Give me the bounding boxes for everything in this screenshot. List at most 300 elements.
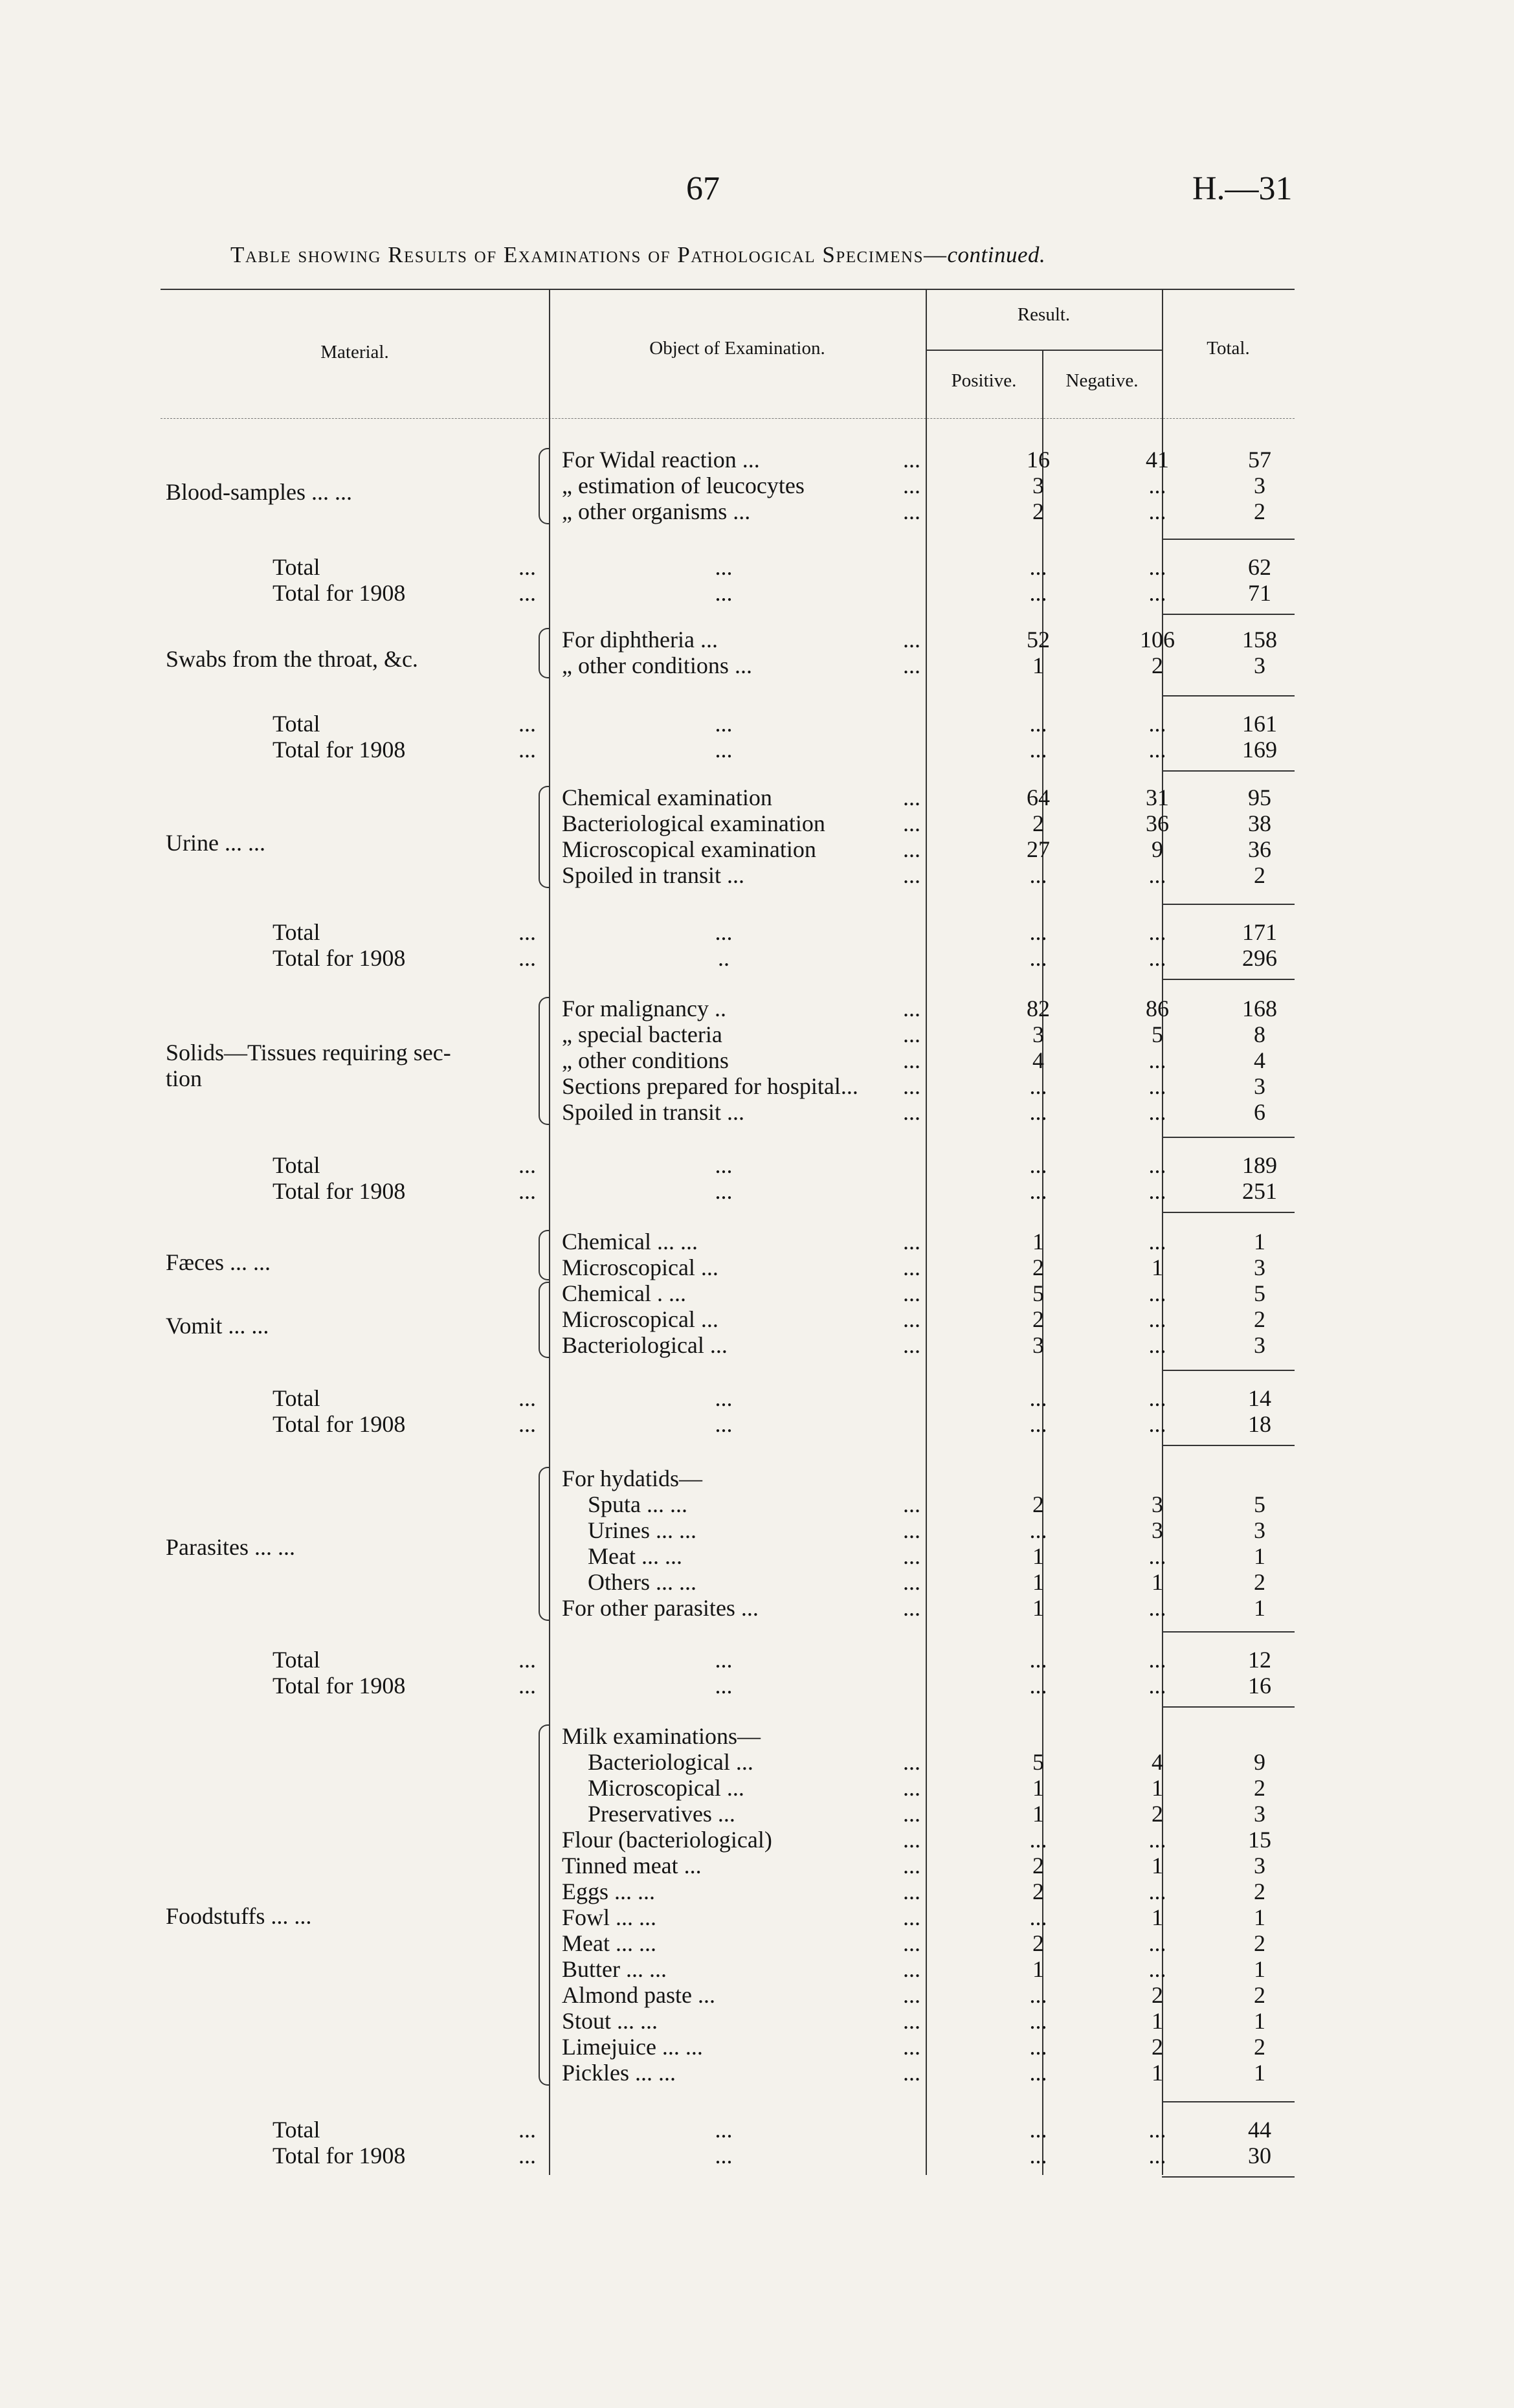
subtotal-rule (1162, 2101, 1295, 2102)
material-solids: Solids—Tissues requiring sec- (166, 1040, 451, 1065)
total-label-text: Total for 1908 (273, 945, 406, 971)
object-solids: For malignancy .. (562, 996, 726, 1021)
negative-cell: ... (1148, 473, 1166, 498)
negative-cell: 2 (1152, 2034, 1163, 2060)
section-end-rule (1162, 770, 1295, 772)
brace-vomit (539, 1282, 550, 1358)
object-parasites: Others ... ... (588, 1569, 696, 1595)
section-end-rule (1162, 614, 1295, 615)
total-label-text: Total (273, 2117, 320, 2143)
negative-cell: 86 (1146, 996, 1169, 1021)
negative-cell: ... (1148, 1543, 1166, 1569)
row-leader-dots: ... (903, 1543, 920, 1569)
total-object-dots: ... (715, 1152, 733, 1178)
total-cell: 2 (1254, 1569, 1265, 1595)
total-cell: 3 (1254, 1073, 1265, 1099)
result-underline (926, 350, 1162, 351)
total-cell: 2 (1254, 1930, 1265, 1956)
total-value: 30 (1248, 2143, 1271, 2168)
total-label-text: Total (273, 711, 320, 737)
object-parasites: For hydatids— (562, 1466, 703, 1491)
object-blood: „ other organisms ... (562, 498, 751, 524)
section-end-rule (1162, 2176, 1295, 2178)
brace-blood (539, 448, 550, 524)
row-leader-dots: ... (903, 473, 920, 498)
subtotal-rule (1162, 1631, 1295, 1633)
header-material: Material. (320, 342, 389, 362)
object-solids: „ other conditions (562, 1047, 729, 1073)
total-label (273, 554, 536, 580)
total-value: 189 (1242, 1152, 1277, 1178)
total-label-dots: ... (518, 1152, 536, 1178)
total-negative: ... (1148, 945, 1166, 971)
material-parasites: Parasites ... ... (166, 1534, 295, 1560)
total-label (273, 2143, 536, 2168)
positive-cell: 4 (1032, 1047, 1044, 1073)
row-leader-dots: ... (903, 1491, 920, 1517)
total-value: 44 (1248, 2117, 1271, 2143)
positive-cell: 82 (1027, 996, 1050, 1021)
caption-main: Table showing Results of Examinations of Pathological Specimens— (230, 242, 948, 267)
total-negative: ... (1148, 580, 1166, 606)
total-positive: ... (1029, 1673, 1047, 1699)
total-cell: 168 (1242, 996, 1277, 1021)
total-cell: 2 (1254, 1878, 1265, 1904)
positive-cell: 16 (1027, 447, 1050, 473)
positive-cell: 1 (1032, 1595, 1044, 1621)
row-leader-dots: ... (903, 1073, 920, 1099)
negative-cell: ... (1148, 498, 1166, 524)
negative-cell: 2 (1152, 1982, 1163, 2008)
negative-cell: 1 (1152, 1569, 1163, 1595)
positive-cell: 2 (1032, 810, 1044, 836)
total-object-dots: .. (718, 945, 729, 971)
positive-cell: 2 (1032, 1254, 1044, 1280)
object-parasites: Sputa ... ... (588, 1491, 688, 1517)
total-value: 12 (1248, 1647, 1271, 1673)
row-leader-dots: ... (903, 1254, 920, 1280)
total-label (273, 580, 536, 606)
page-number: 67 (686, 170, 720, 207)
total-label (273, 1385, 536, 1411)
total-label-text: Total for 1908 (273, 737, 406, 763)
negative-cell: 41 (1146, 447, 1169, 473)
positive-cell: 52 (1027, 627, 1050, 652)
object-solids: „ special bacteria (562, 1021, 722, 1047)
total-negative: ... (1148, 1673, 1166, 1699)
positive-cell: 1 (1032, 1801, 1044, 1827)
total-label (273, 919, 536, 945)
negative-cell: ... (1148, 1827, 1166, 1853)
positive-cell: 3 (1032, 1332, 1044, 1358)
total-cell: 8 (1254, 1021, 1265, 1047)
negative-cell: 36 (1146, 810, 1169, 836)
negative-cell: ... (1148, 1306, 1166, 1332)
total-label-text: Total (273, 919, 320, 945)
row-leader-dots: ... (903, 1775, 920, 1801)
brace-swabs (539, 628, 550, 678)
object-foodstuffs: Tinned meat ... (562, 1853, 702, 1878)
row-leader-dots: ... (903, 1904, 920, 1930)
total-object-dots: ... (715, 580, 733, 606)
object-foodstuffs: Flour (bacteriological) (562, 1827, 772, 1853)
positive-cell: 3 (1032, 473, 1044, 498)
header-object: Object of Examination. (649, 338, 825, 359)
negative-cell: 4 (1152, 1749, 1163, 1775)
object-urine: Microscopical examination (562, 836, 816, 862)
row-leader-dots: ... (903, 1982, 920, 2008)
total-negative: ... (1148, 1647, 1166, 1673)
brace-solids (539, 997, 550, 1125)
total-label-dots: ... (518, 1647, 536, 1673)
negative-cell: 1 (1152, 2060, 1163, 2086)
negative-cell: 3 (1152, 1491, 1163, 1517)
negative-cell: ... (1148, 862, 1166, 888)
total-cell: 1 (1254, 1543, 1265, 1569)
object-swabs: „ other conditions ... (562, 652, 752, 678)
total-cell: 15 (1248, 1827, 1271, 1853)
total-negative: ... (1148, 554, 1166, 580)
material-solids: tion (166, 1065, 203, 1091)
positive-cell: ... (1029, 2034, 1047, 2060)
total-value: 161 (1242, 711, 1277, 737)
row-leader-dots: ... (903, 498, 920, 524)
positive-cell: ... (1029, 2060, 1047, 2086)
caption-suffix: continued. (947, 242, 1046, 267)
total-label (273, 1673, 536, 1699)
total-cell: 4 (1254, 1047, 1265, 1073)
total-cell: 1 (1254, 1595, 1265, 1621)
total-object-dots: ... (715, 737, 733, 763)
row-leader-dots: ... (903, 2008, 920, 2034)
row-leader-dots: ... (903, 1801, 920, 1827)
total-label-dots: ... (518, 1385, 536, 1411)
positive-cell: 1 (1032, 1543, 1044, 1569)
total-label-dots: ... (518, 554, 536, 580)
total-cell: 2 (1254, 1775, 1265, 1801)
positive-cell: 1 (1032, 1956, 1044, 1982)
total-cell: 2 (1254, 1982, 1265, 2008)
material-blood: Blood-samples ... ... (166, 479, 352, 505)
total-object-dots: ... (715, 554, 733, 580)
object-foodstuffs: Pickles ... ... (562, 2060, 676, 2086)
total-negative: ... (1148, 2143, 1166, 2168)
object-faeces: Microscopical ... (562, 1254, 718, 1280)
object-foodstuffs: Limejuice ... ... (562, 2034, 703, 2060)
negative-cell: 1 (1152, 1853, 1163, 1878)
positive-cell: 5 (1032, 1280, 1044, 1306)
object-urine: Chemical examination (562, 785, 772, 810)
negative-cell: ... (1148, 1956, 1166, 1982)
object-faeces: Chemical . ... (562, 1280, 686, 1306)
total-positive: ... (1029, 1152, 1047, 1178)
object-faeces: Bacteriological ... (562, 1332, 728, 1358)
total-label-dots: ... (518, 1673, 536, 1699)
total-value: 16 (1248, 1673, 1271, 1699)
total-label-text: Total for 1908 (273, 1178, 406, 1204)
object-foodstuffs: Eggs ... ... (562, 1878, 655, 1904)
total-positive: ... (1029, 2143, 1047, 2168)
total-value: 71 (1248, 580, 1271, 606)
total-negative: ... (1148, 1178, 1166, 1204)
total-cell: 158 (1242, 627, 1277, 652)
table-caption (230, 242, 1045, 268)
total-cell: 3 (1254, 1254, 1265, 1280)
object-foodstuffs: Preservatives ... (588, 1801, 735, 1827)
row-leader-dots: ... (903, 810, 920, 836)
total-label-text: Total (273, 554, 320, 580)
total-value: 14 (1248, 1385, 1271, 1411)
total-cell: 3 (1254, 1853, 1265, 1878)
total-cell: 36 (1248, 836, 1271, 862)
brace-faeces (539, 1230, 550, 1280)
row-leader-dots: ... (903, 2034, 920, 2060)
total-object-dots: ... (715, 2143, 733, 2168)
subtotal-rule (1162, 695, 1295, 697)
object-urine: Bacteriological examination (562, 810, 825, 836)
total-cell: 3 (1254, 1517, 1265, 1543)
total-positive: ... (1029, 711, 1047, 737)
total-label (273, 711, 536, 737)
positive-cell: ... (1029, 1073, 1047, 1099)
positive-cell: 1 (1032, 1229, 1044, 1254)
total-value: 251 (1242, 1178, 1277, 1204)
total-negative: ... (1148, 1385, 1166, 1411)
total-cell: 2 (1254, 2034, 1265, 2060)
positive-cell: 2 (1032, 1306, 1044, 1332)
object-parasites: For other parasites ... (562, 1595, 759, 1621)
brace-foodstuffs (539, 1724, 550, 2086)
object-blood: For Widal reaction ... (562, 447, 760, 473)
row-leader-dots: ... (903, 996, 920, 1021)
negative-cell: 2 (1152, 652, 1163, 678)
row-leader-dots: ... (903, 2060, 920, 2086)
total-label-dots: ... (518, 945, 536, 971)
row-leader-dots: ... (903, 1229, 920, 1254)
negative-cell: 1 (1152, 2008, 1163, 2034)
total-positive: ... (1029, 554, 1047, 580)
total-value: 18 (1248, 1411, 1271, 1437)
total-cell: 2 (1254, 498, 1265, 524)
total-positive: ... (1029, 919, 1047, 945)
positive-cell: ... (1029, 1827, 1047, 1853)
negative-cell: ... (1148, 1280, 1166, 1306)
total-cell: 1 (1254, 1229, 1265, 1254)
total-label-dots: ... (518, 1178, 536, 1204)
negative-cell: 2 (1152, 1801, 1163, 1827)
total-value: 296 (1242, 945, 1277, 971)
material-foodstuffs: Foodstuffs ... ... (166, 1903, 312, 1929)
object-swabs: For diphtheria ... (562, 627, 718, 652)
row-leader-dots: ... (903, 1047, 920, 1073)
row-leader-dots: ... (903, 1517, 920, 1543)
row-leader-dots: ... (903, 1569, 920, 1595)
positive-cell: 1 (1032, 1569, 1044, 1595)
total-label (273, 2117, 536, 2143)
total-negative: ... (1148, 919, 1166, 945)
total-cell: 1 (1254, 1956, 1265, 1982)
object-parasites: Meat ... ... (588, 1543, 682, 1569)
total-cell: 1 (1254, 1904, 1265, 1930)
positive-cell: ... (1029, 1904, 1047, 1930)
positive-cell: 1 (1032, 1775, 1044, 1801)
total-negative: ... (1148, 737, 1166, 763)
total-cell: 5 (1254, 1491, 1265, 1517)
total-label (273, 1178, 536, 1204)
total-positive: ... (1029, 945, 1047, 971)
total-label (273, 1411, 536, 1437)
total-value: 62 (1248, 554, 1271, 580)
total-cell: 2 (1254, 862, 1265, 888)
object-foodstuffs: Stout ... ... (562, 2008, 658, 2034)
total-cell: 3 (1254, 1801, 1265, 1827)
material-urine: Urine ... ... (166, 830, 265, 856)
negative-cell: 9 (1152, 836, 1163, 862)
total-cell: 3 (1254, 1332, 1265, 1358)
row-leader-dots: ... (903, 1956, 920, 1982)
total-positive: ... (1029, 580, 1047, 606)
positive-cell: ... (1029, 1099, 1047, 1125)
negative-cell: 3 (1152, 1517, 1163, 1543)
total-cell: 2 (1254, 1306, 1265, 1332)
positive-cell: ... (1029, 2008, 1047, 2034)
positive-cell: 2 (1032, 1853, 1044, 1878)
total-cell: 3 (1254, 652, 1265, 678)
object-foodstuffs: Almond paste ... (562, 1982, 715, 2008)
positive-cell: 2 (1032, 1878, 1044, 1904)
total-cell: 1 (1254, 2060, 1265, 2086)
negative-cell: ... (1148, 1073, 1166, 1099)
negative-cell: 1 (1152, 1904, 1163, 1930)
brace-parasites (539, 1467, 550, 1621)
total-object-dots: ... (715, 1385, 733, 1411)
total-label-text: Total for 1908 (273, 1673, 406, 1699)
negative-cell: ... (1148, 1332, 1166, 1358)
total-label-dots: ... (518, 2117, 536, 2143)
document-reference: H.—31 (1192, 170, 1293, 207)
object-foodstuffs: Microscopical ... (588, 1775, 744, 1801)
material-faeces: Vomit ... ... (166, 1313, 269, 1339)
negative-cell: 5 (1152, 1021, 1163, 1047)
total-label-text: Total (273, 1152, 320, 1178)
negative-cell: 1 (1152, 1254, 1163, 1280)
positive-cell: 27 (1027, 836, 1050, 862)
total-object-dots: ... (715, 711, 733, 737)
negative-cell: ... (1148, 1595, 1166, 1621)
total-negative: ... (1148, 1152, 1166, 1178)
total-value: 171 (1242, 919, 1277, 945)
total-cell: 38 (1248, 810, 1271, 836)
total-label-text: Total for 1908 (273, 2143, 406, 2168)
total-label-text: Total for 1908 (273, 1411, 406, 1437)
section-end-rule (1162, 1706, 1295, 1708)
row-leader-dots: ... (903, 627, 920, 652)
positive-cell: ... (1029, 1517, 1047, 1543)
total-label-text: Total for 1908 (273, 580, 406, 606)
negative-cell: ... (1148, 1930, 1166, 1956)
object-foodstuffs: Bacteriological ... (588, 1749, 753, 1775)
total-object-dots: ... (715, 919, 733, 945)
section-end-rule (1162, 1445, 1295, 1446)
total-positive: ... (1029, 737, 1047, 763)
subtotal-rule (1162, 904, 1295, 905)
negative-cell: ... (1148, 1047, 1166, 1073)
total-negative: ... (1148, 1411, 1166, 1437)
row-leader-dots: ... (903, 1827, 920, 1853)
total-label (273, 1647, 536, 1673)
total-label-text: Total (273, 1647, 320, 1673)
total-positive: ... (1029, 1647, 1047, 1673)
positive-cell: 5 (1032, 1749, 1044, 1775)
total-label-dots: ... (518, 919, 536, 945)
row-leader-dots: ... (903, 1595, 920, 1621)
row-leader-dots: ... (903, 1749, 920, 1775)
object-solids: Sections prepared for hospital... (562, 1073, 858, 1099)
header-total: Total. (1207, 338, 1250, 359)
positive-cell: ... (1029, 862, 1047, 888)
section-end-rule (1162, 1212, 1295, 1213)
subtotal-rule (1162, 539, 1295, 540)
total-cell: 5 (1254, 1280, 1265, 1306)
negative-cell: ... (1148, 1099, 1166, 1125)
total-value: 169 (1242, 737, 1277, 763)
subtotal-rule (1162, 1370, 1295, 1371)
total-object-dots: ... (715, 1673, 733, 1699)
row-leader-dots: ... (903, 652, 920, 678)
row-leader-dots: ... (903, 1332, 920, 1358)
total-object-dots: ... (715, 1178, 733, 1204)
total-cell: 1 (1254, 2008, 1265, 2034)
total-object-dots: ... (715, 1411, 733, 1437)
header-result: Result. (1017, 304, 1071, 325)
object-solids: Spoiled in transit ... (562, 1099, 744, 1125)
row-leader-dots: ... (903, 1930, 920, 1956)
positive-cell: 3 (1032, 1021, 1044, 1047)
total-label-dots: ... (518, 2143, 536, 2168)
total-positive: ... (1029, 1385, 1047, 1411)
positive-cell: 64 (1027, 785, 1050, 810)
total-label (273, 945, 536, 971)
total-cell: 95 (1248, 785, 1271, 810)
total-positive: ... (1029, 1178, 1047, 1204)
object-blood: „ estimation of leucocytes (562, 473, 805, 498)
material-swabs: Swabs from the throat, &c. (166, 646, 418, 672)
brace-urine (539, 786, 550, 888)
row-leader-dots: ... (903, 1021, 920, 1047)
object-faeces: Microscopical ... (562, 1306, 718, 1332)
total-cell: 9 (1254, 1749, 1265, 1775)
header-negative: Negative. (1065, 370, 1139, 391)
positive-cell: 2 (1032, 1491, 1044, 1517)
positive-cell: 2 (1032, 1930, 1044, 1956)
positive-cell: 2 (1032, 498, 1044, 524)
positive-cell: ... (1029, 1982, 1047, 2008)
row-leader-dots: ... (903, 1280, 920, 1306)
rule-top (161, 289, 1295, 290)
negative-cell: 31 (1146, 785, 1169, 810)
total-negative: ... (1148, 711, 1166, 737)
negative-cell: ... (1148, 1229, 1166, 1254)
subtotal-rule (1162, 1137, 1295, 1138)
positive-cell: 1 (1032, 652, 1044, 678)
total-positive: ... (1029, 1411, 1047, 1437)
object-foodstuffs: Fowl ... ... (562, 1904, 657, 1930)
divider-object (926, 289, 927, 2175)
row-leader-dots: ... (903, 1878, 920, 1904)
total-cell: 3 (1254, 473, 1265, 498)
section-end-rule (1162, 979, 1295, 980)
row-leader-dots: ... (903, 1306, 920, 1332)
